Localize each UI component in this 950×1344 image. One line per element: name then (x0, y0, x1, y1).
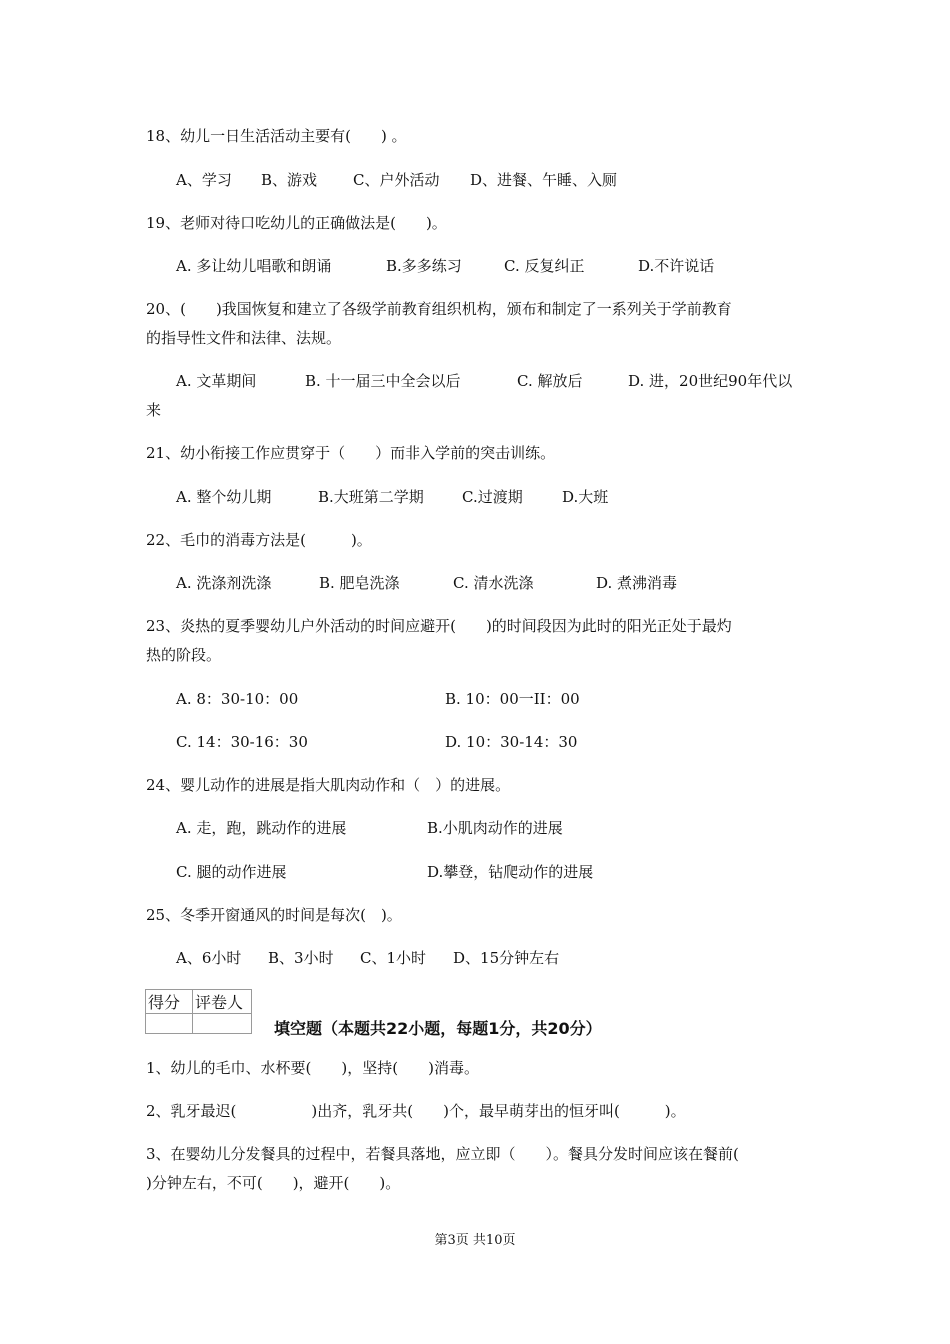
question-20-stem-line-2: 的指导性文件和法律、法规。 (146, 329, 342, 347)
question-23-option-d: D. 10：30-14：30 (445, 733, 578, 751)
question-24-option-a: A. 走，跑，跳动作的进展 (176, 819, 347, 837)
question-23-option-c: C. 14：30-16：30 (176, 733, 308, 751)
question-19-option-d: D.不许说话 (638, 257, 715, 275)
section-title: 填空题（本题共22小题，每题1分，共20分） (274, 1019, 602, 1038)
question-20-option-d-continuation: 来 (146, 401, 162, 419)
question-22-stem: 22、毛巾的消毒方法是( )。 (146, 531, 372, 549)
fill-in-question-2: 2、乳牙最迟( )出齐，乳牙共( )个，最早萌芽出的恒牙叫( )。 (146, 1102, 686, 1120)
question-25-option-c: C、1小时 (360, 949, 427, 967)
question-22-option-c: C. 清水洗涤 (453, 574, 534, 592)
question-19-option-a: A. 多让幼儿唱歌和朗诵 (176, 257, 332, 275)
question-18-stem: 18、幼儿一日生活活动主要有( ) 。 (146, 127, 407, 145)
question-23-stem-line-1: 23、炎热的夏季婴幼儿户外活动的时间应避开( )的时间段因为此时的阳光正处于最灼 (146, 617, 732, 635)
question-20-option-d: D. 进，20世纪90年代以 (628, 372, 793, 390)
question-19-option-b: B.多多练习 (386, 257, 462, 275)
question-22-option-d: D. 煮沸消毒 (596, 574, 678, 592)
question-20-option-b: B. 十一届三中全会以后 (305, 372, 461, 390)
question-25-stem: 25、冬季开窗通风的时间是每次( )。 (146, 906, 402, 924)
question-24-option-c: C. 腿的动作进展 (176, 863, 287, 881)
question-19-option-c: C. 反复纠正 (504, 257, 585, 275)
score-table-header-grader: 评卷人 (193, 990, 252, 1014)
fill-in-question-3-line-1: 3、在婴幼儿分发餐具的过程中，若餐具落地，应立即（ ）。餐具分发时间应该在餐前( (146, 1145, 739, 1163)
question-23-option-a: A. 8：30-10：00 (176, 690, 299, 708)
question-20-option-a: A. 文革期间 (176, 372, 257, 390)
question-19-stem: 19、老师对待口吃幼儿的正确做法是( )。 (146, 214, 447, 232)
question-21-option-a: A. 整个幼儿期 (176, 488, 272, 506)
question-21-stem: 21、幼小衔接工作应贯穿于（ ）而非入学前的突击训练。 (146, 444, 556, 462)
score-table-cell-grader (193, 1014, 252, 1034)
question-23-option-b: B. 10：00一II：00 (445, 690, 580, 708)
question-18-option-b: B、游戏 (261, 171, 318, 189)
question-20-option-c: C. 解放后 (517, 372, 583, 390)
question-23-stem-line-2: 热的阶段。 (146, 646, 222, 664)
page-footer: 第3页 共10页 (434, 1233, 516, 1248)
question-21-option-d: D.大班 (562, 488, 609, 506)
question-18-option-c: C、户外活动 (353, 171, 440, 189)
question-21-option-b: B.大班第二学期 (318, 488, 424, 506)
question-22-option-a: A. 洗涤剂洗涤 (176, 574, 272, 592)
question-20-stem-line-1: 20、( )我国恢复和建立了各级学前教育组织机构，颁布和制定了一系列关于学前教育 (146, 300, 732, 318)
score-table-header-score: 得分 (146, 990, 193, 1014)
question-18-option-d: D、进餐、午睡、入厕 (470, 171, 618, 189)
question-24-option-d: D.攀登，钻爬动作的进展 (427, 863, 594, 881)
question-18-option-a: A、学习 (176, 171, 232, 189)
question-24-stem: 24、婴儿动作的进展是指大肌肉动作和（ ）的进展。 (146, 776, 511, 794)
question-25-option-d: D、15分钟左右 (453, 949, 560, 967)
fill-in-question-1: 1、幼儿的毛巾、水杯要( )，坚持( )消毒。 (146, 1059, 479, 1077)
question-25-option-b: B、3小时 (268, 949, 334, 967)
question-25-option-a: A、6小时 (176, 949, 242, 967)
question-24-option-b: B.小肌肉动作的进展 (427, 819, 563, 837)
fill-in-question-3-line-2: )分钟左右，不可( )，避开( )。 (146, 1174, 401, 1192)
score-table (145, 989, 252, 1034)
score-table-cell-score (146, 1014, 193, 1034)
question-22-option-b: B. 肥皂洗涤 (319, 574, 400, 592)
question-21-option-c: C.过渡期 (462, 488, 523, 506)
